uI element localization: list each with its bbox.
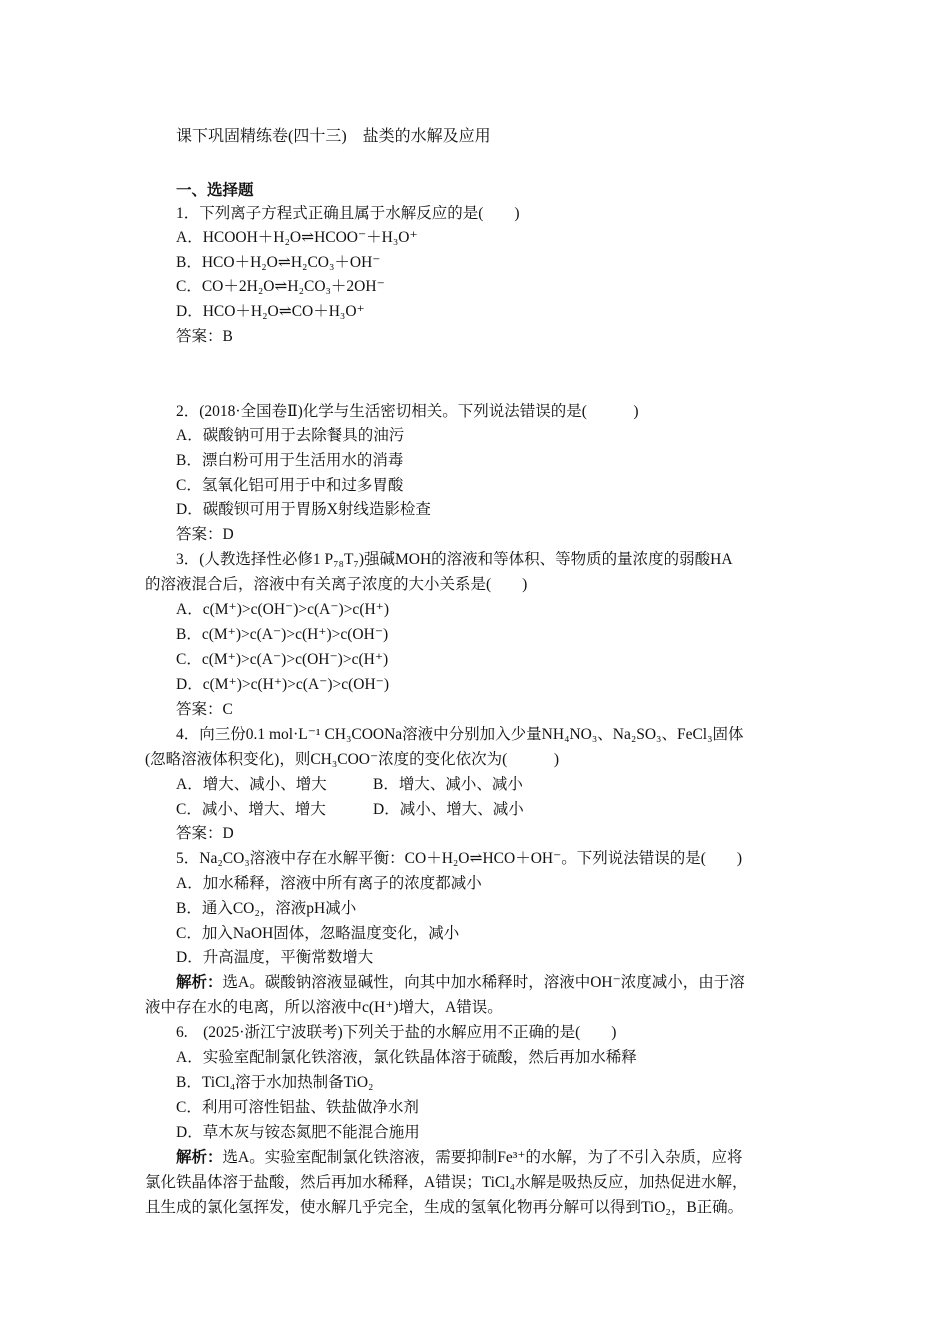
q4-option-b: B．增大、减小、减小 xyxy=(373,776,523,793)
q4-option-c: C．减小、增大、增大 xyxy=(176,801,326,818)
section-heading: 一、选择题 xyxy=(176,182,254,199)
q1-stem: 1．下列离子方程式正确且属于水解反应的是( ) xyxy=(176,205,520,222)
q3-option-c: C．c(M⁺)>c(A⁻)>c(OH⁻)>c(H⁺) xyxy=(176,651,389,668)
q5-analysis-text: 选A。碳酸钠溶液显碱性，向其中加水稀释时，溶液中OH⁻浓度减小，由于溶 xyxy=(222,974,745,991)
q5-option-a: A．加水稀释，溶液中所有离子的浓度都减小 xyxy=(176,875,482,892)
q5-stem: 5．Na₂CO₃溶液中存在水解平衡：CO＋H₂O⇌HCO＋OH⁻。下列说法错误的是( ) xyxy=(176,850,743,867)
q1-option-d: D．HCO＋H₂O⇌CO＋H₃O⁺ xyxy=(176,303,365,320)
q5-option-d: D．升高温度，平衡常数增大 xyxy=(176,949,374,966)
q3-option-b: B．c(M⁺)>c(A⁻)>c(H⁺)>c(OH⁻) xyxy=(176,626,389,643)
q1-option-c: C．CO＋2H₂O⇌H₂CO₃＋2OH⁻ xyxy=(176,278,385,295)
page-title: 课下巩固精练卷(四十三) 盐类的水解及应用 xyxy=(176,128,491,145)
q6-option-a: A．实验室配制氯化铁溶液，氯化铁晶体溶于硫酸，然后再加水稀释 xyxy=(176,1049,637,1066)
q6-option-c: C．利用可溶性铝盐、铁盐做净水剂 xyxy=(176,1099,419,1116)
q3-answer: 答案：C xyxy=(176,701,233,718)
q1-option-b: B．HCO＋H₂O⇌H₂CO₃＋OH⁻ xyxy=(176,254,381,271)
q4-stem-line2: (忽略溶液体积变化)，则CH₃COO⁻浓度的变化依次为( ) xyxy=(145,751,559,768)
q2-stem: 2．(2018·全国卷Ⅱ)化学与生活密切相关。下列说法错误的是( ) xyxy=(176,403,639,420)
q6-analysis-line3: 且生成的氯化氢挥发，使水解几乎完全，生成的氢氧化物再分解可以得到TiO₂，B正确。 xyxy=(145,1199,744,1216)
q3-option-d: D．c(M⁺)>c(H⁺)>c(A⁻)>c(OH⁻) xyxy=(176,676,390,693)
q3-stem-line1: 3．(人教选择性必修1 P₇₈T₇)强碱MOH的溶液和等体积、等物质的量浓度的弱酸HA xyxy=(176,551,733,568)
q3-stem-line2: 的溶液混合后，溶液中有关离子浓度的大小关系是( ) xyxy=(145,576,528,593)
q2-answer: 答案：D xyxy=(176,526,234,543)
q2-option-a: A．碳酸钠可用于去除餐具的油污 xyxy=(176,427,405,444)
q5-option-b: B．通入CO₂，溶液pH减小 xyxy=(176,900,357,917)
q4-option-a: A．增大、减小、增大 xyxy=(176,776,327,793)
q6-option-d: D．草木灰与铵态氮肥不能混合施用 xyxy=(176,1124,420,1141)
q5-analysis-line1 xyxy=(176,973,745,993)
q2-option-d: D．碳酸钡可用于胃肠X射线造影检查 xyxy=(176,501,431,518)
q4-stem-line1: 4．向三份0.1 mol·L⁻¹ CH₃COONa溶液中分别加入少量NH₄NO₃、Na₂SO₃、FeCl₃固体 xyxy=(176,726,744,743)
q6-analysis-line1 xyxy=(176,1148,743,1168)
q6-option-b: B．TiCl₄溶于水加热制备TiO₂ xyxy=(176,1074,374,1091)
q1-option-a: A．HCOOH＋H₂O⇌HCOO⁻＋H₃O⁺ xyxy=(176,229,418,246)
q5-analysis-label: 解析： xyxy=(176,974,223,991)
q2-option-c: C．氢氧化铝可用于中和过多胃酸 xyxy=(176,477,404,494)
q4-answer: 答案：D xyxy=(176,825,234,842)
q2-option-b: B．漂白粉可用于生活用水的消毒 xyxy=(176,452,404,469)
q3-option-a: A．c(M⁺)>c(OH⁻)>c(A⁻)>c(H⁺) xyxy=(176,601,390,618)
q5-option-c: C．加入NaOH固体，忽略温度变化，减小 xyxy=(176,925,460,942)
q6-analysis-label: 解析： xyxy=(176,1149,223,1166)
q4-option-d: D．减小、增大、减小 xyxy=(373,801,524,818)
q5-analysis-line2: 液中存在水的电离，所以溶液中c(H⁺)增大，A错误。 xyxy=(145,999,503,1016)
q6-analysis-text: 选A。实验室配制氯化铁溶液，需要抑制Fe³⁺的水解，为了不引入杂质，应将 xyxy=(222,1149,743,1166)
q6-analysis-line2: 氯化铁晶体溶于盐酸，然后再加水稀释，A错误；TiCl₄水解是吸热反应，加热促进水解， xyxy=(145,1174,748,1191)
q1-answer: 答案：B xyxy=(176,328,233,345)
q6-stem: 6. (2025·浙江宁波联考)下列关于盐的水解应用不正确的是( ) xyxy=(176,1024,617,1041)
